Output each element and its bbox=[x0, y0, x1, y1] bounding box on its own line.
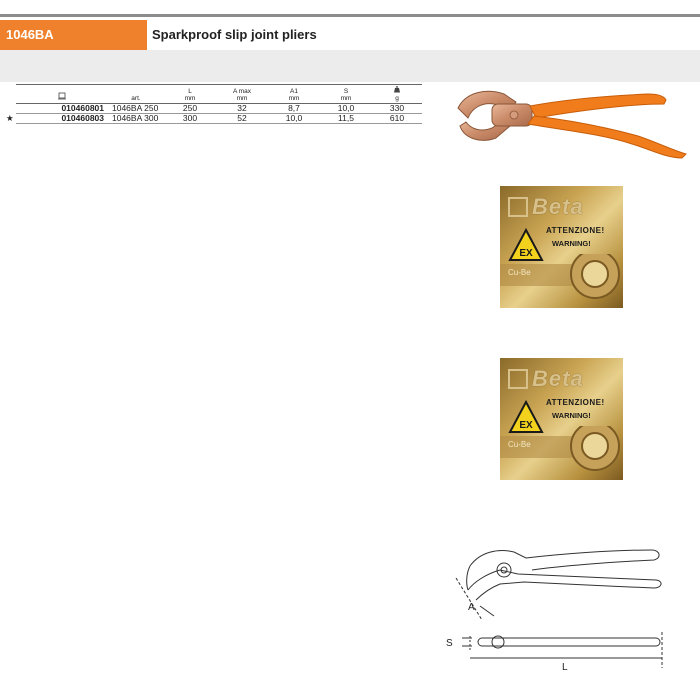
cell-l: 300 bbox=[164, 114, 216, 124]
catalog-icon bbox=[57, 92, 67, 100]
material-label: Cu-Be bbox=[508, 268, 531, 277]
warning-eng-text: WARNING! bbox=[552, 239, 591, 248]
dimension-drawing bbox=[440, 540, 680, 672]
col-code-header bbox=[16, 85, 108, 104]
warning-label-image bbox=[500, 186, 623, 308]
warning-label-image bbox=[500, 358, 623, 480]
cell-amax: 32 bbox=[216, 104, 268, 114]
cell-code: 010460803 bbox=[16, 114, 108, 124]
col-a1-header: A1 mm bbox=[268, 85, 320, 104]
cell-a1: 10,0 bbox=[268, 114, 320, 124]
ex-symbol: EX bbox=[519, 248, 533, 259]
cell-a1: 8,7 bbox=[268, 104, 320, 114]
cell-art: 1046BA 250 bbox=[108, 104, 164, 114]
page-title: Sparkproof slip joint pliers bbox=[152, 27, 317, 42]
cell-weight: 610 bbox=[372, 114, 422, 124]
col-art-header: art. bbox=[108, 85, 164, 104]
top-rule bbox=[0, 14, 700, 17]
dimension-s-label: S bbox=[446, 638, 453, 649]
col-weight-header: g bbox=[372, 85, 422, 104]
ex-symbol: EX bbox=[519, 420, 533, 431]
cell-s: 11,5 bbox=[320, 114, 372, 124]
row-marker: ★ bbox=[6, 113, 14, 123]
marker-header bbox=[6, 85, 16, 104]
beta-logo: Beta bbox=[508, 194, 618, 220]
ring-wrench-image bbox=[500, 254, 623, 308]
header-band bbox=[0, 50, 700, 82]
row-marker bbox=[6, 104, 16, 114]
spec-table bbox=[6, 84, 422, 124]
warning-eng-text: WARNING! bbox=[552, 411, 591, 420]
pliers-photo bbox=[452, 86, 692, 168]
table-row bbox=[6, 104, 422, 114]
warning-ita-text: ATTENZIONE! bbox=[546, 226, 605, 235]
dimension-a-label: A bbox=[468, 602, 475, 613]
table-row bbox=[6, 114, 422, 124]
warning-ita-text: ATTENZIONE! bbox=[546, 398, 605, 407]
col-amax-header: A max mm bbox=[216, 85, 268, 104]
cell-weight: 330 bbox=[372, 104, 422, 114]
cell-code: 010460801 bbox=[16, 104, 108, 114]
spec-header-row bbox=[6, 85, 422, 104]
cell-amax: 52 bbox=[216, 114, 268, 124]
cell-art: 1046BA 300 bbox=[108, 114, 164, 124]
beta-logo: Beta bbox=[508, 366, 618, 392]
col-l-header: L mm bbox=[164, 85, 216, 104]
weight-icon bbox=[393, 86, 401, 93]
material-label: Cu-Be bbox=[508, 440, 531, 449]
warning-label-card bbox=[500, 186, 623, 348]
warning-label-card bbox=[500, 358, 623, 520]
cell-l: 250 bbox=[164, 104, 216, 114]
dimension-l-label: L bbox=[562, 662, 568, 672]
col-s-header: S mm bbox=[320, 85, 372, 104]
product-code-tab: 1046BA bbox=[0, 20, 147, 50]
cell-s: 10,0 bbox=[320, 104, 372, 114]
ring-wrench-image bbox=[500, 426, 623, 480]
